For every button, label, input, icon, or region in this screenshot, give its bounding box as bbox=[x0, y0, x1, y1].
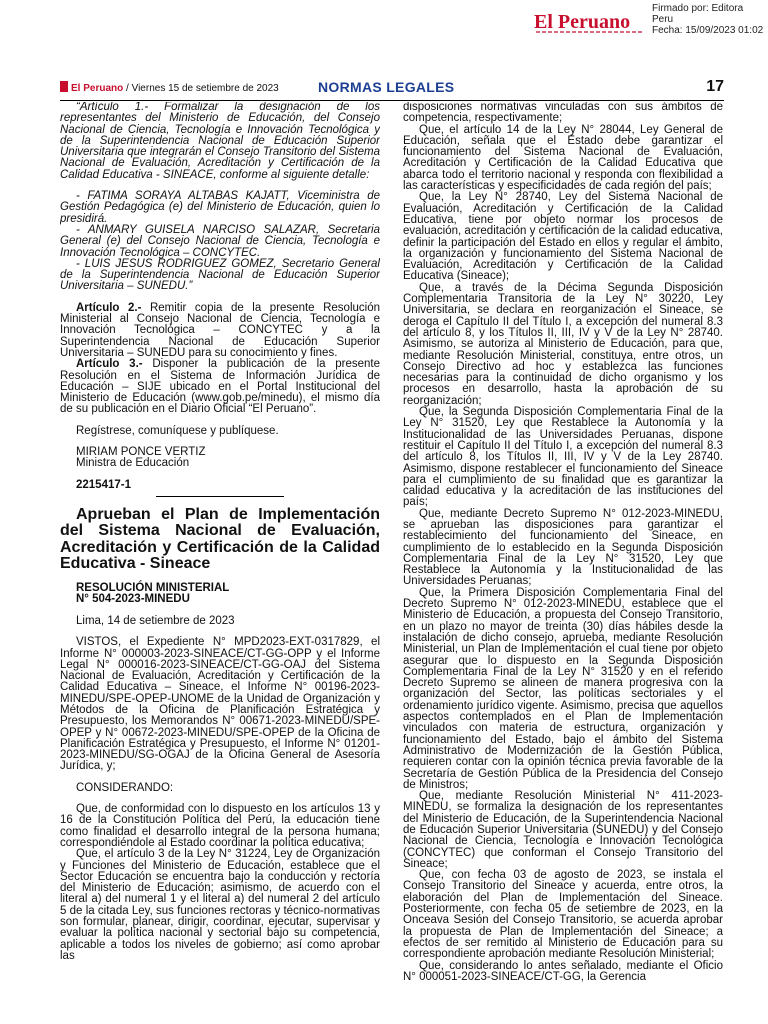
article-3-label: Artículo 3.- bbox=[76, 358, 143, 371]
member-1: - FATIMA SORAYA ALTABAS KAJATT, Viceministra de Gestión Pedagógica (e) del Ministerio de Educación, quien lo presidirá. bbox=[60, 190, 380, 225]
right-column bbox=[403, 102, 723, 1020]
resolution-number: N° 504-2023-MINEDU bbox=[76, 593, 190, 606]
article-2-text: Remitir copia de la presente Resolución Ministerial al Consejo Nacional de Ciencia, Tecnología e Innovación Tecnológica – CONCYTEC y a la Superintendencia Nacional de Educación Superior Universitaria – SUNEDU para su conocimiento y fines. bbox=[60, 301, 380, 359]
considerando-1: Que, de conformidad con lo dispuesto en los artículos 13 y 16 de la Constitución Política del Perú, la educación tiene como finalidad el desarrollo integral de la persona humana; correspondiéndole al Estado coordinar la política educativa; bbox=[60, 803, 380, 849]
right-para-3: Que, a través de la Décima Segunda Disposición Complementaria Transitoria de la Ley N° 30220, Ley Universitaria, se declara en reorganización el Sineace, se deroga el Capítulo II del Título I, a excepción del numeral 8.3 del artículo 8, y los Títulos II, III, IV y V de la Ley N° 28740. Asimismo, se autoriza al Ministerio de Educación, para que, mediante Resolución Ministerial, constituya, entre otros, un Consejo Directivo ad hoc y establezca las funciones necesarias para la continuidad de dicho organismo y los procesos en desarrollo, hasta la aprobación de su reorganización; bbox=[403, 281, 723, 407]
header-brand: El Peruano bbox=[71, 83, 124, 94]
signer-name: MIRIAM PONCE VERTIZ bbox=[76, 446, 206, 459]
header-publication bbox=[60, 81, 279, 94]
flag-icon bbox=[60, 81, 68, 92]
page-header bbox=[60, 78, 724, 100]
signer-title: Ministra de Educación bbox=[76, 457, 190, 470]
right-para-0: disposiciones normativas vinculadas con sus ámbitos de competencia, respectivamente; bbox=[403, 102, 723, 125]
document-number: 2215417-1 bbox=[76, 478, 131, 491]
place-date: Lima, 14 de setiembre de 2023 bbox=[76, 614, 235, 627]
digital-signature-block bbox=[652, 3, 763, 36]
header-date: / Viernes 15 de setiembre de 2023 bbox=[126, 83, 279, 94]
article-3-text: Disponer la publicación de la presente Resolución en el Sistema de Información Jurídica de Educación – SIJE ubicado en el Portal Institucional del Ministerio de Educación (www.gob.pe/minedu), el mismo día de su publicación en el Diario Oficial “El Peruano”. bbox=[60, 358, 380, 416]
resolution-heading: RESOLUCIÓN MINISTERIAL bbox=[76, 581, 230, 594]
registrese-text: Regístrese, comuníquese y publíquese. bbox=[76, 424, 279, 437]
article-2 bbox=[60, 303, 380, 359]
el-peruano-logo-text: El Peruano bbox=[534, 11, 631, 33]
vistos-paragraph: VISTOS, el Expediente N° MPD2023-EXT-0317829, el Informe N° 000003-2023-SINEACE/CT-GG-OPP y el Informe Legal N° 000016-2023-SINEACE/CT-GG-OAJ del Sistema Nacional de Evaluación, Acreditación y Certificación de la Calidad Educativa – Sineace, el Informe N° 00196-2023-MINEDU/SPE-OPEP-UNOME de la Unidad de Organización y Métodos de la Oficina de Planificación Estratégica y Presupuesto, los Memorandos N° 00671-2023-MINEDU/SPE-OPEP y N° 00672-2023-MINEDU/SPE-OPEP de la Oficina de Planificación Estratégica y Presupuesto, el Informe N° 01201-2023-MINEDU/SG-OGAJ de la Oficina General de Asesoría Jurídica, y; bbox=[60, 636, 380, 773]
right-para-6: Que, la Primera Disposición Complementaria Final del Decreto Supremo N° 012-2023-MINEDU, establece que el Ministerio de Educación, a propuesta del Consejo Transitorio, en un plazo no mayor de treinta (30) días hábiles desde la instalación de dicho consejo, aprueba, mediante Resolución Ministerial, un Plan de Implementación el cual tiene por objeto asegurar que lo dispuesto en la Segunda Disposición Complementaria Final de la Ley N° 31520 y en el referido Decreto Supremo se alineen de manera progresiva con la organización del Sector, las políticas sectoriales y el ordenamiento jurídico vigente. Asimismo, precisa que aquellos aspectos contemplados en el Plan de Implementación vinculados con materia de estructura, organización y funcionamiento del Estado, bajo el ámbito del Sistema Administrativo de Modernización de la Gestión Pública, requieren contar con la opinión técnica previa favorable de la Secretaría de Gestión Pública de la Presidencia del Consejo de Ministros; bbox=[403, 586, 723, 791]
page-number: 17 bbox=[706, 78, 724, 95]
right-para-9: Que, considerando lo antes señalado, mediante el Oficio N° 000051-2023-SINEACE/CT-GG, la Gerencia bbox=[403, 959, 723, 983]
norm-title: Aprueban el Plan de Implementación del Sistema Nacional de Evaluación, Acreditación y Certificación de la Calidad Educativa - Sineace bbox=[60, 505, 380, 573]
right-para-5: Que, mediante Decreto Supremo N° 012-2023-MINEDU, se aprueban las disposiciones para garantizar el restablecimiento del funcionamiento del Sineace, en cumplimiento de lo establecido en la Segunda Disposición Complementaria Final de la Ley N° 31520, Ley que Restablece la Autonomía y la Institucionalidad de las Universidades Peruanas; bbox=[403, 507, 723, 588]
right-para-8: Que, con fecha 03 de agosto de 2023, se instala el Consejo Transitorio del Sineace y acuerda, entre otros, la elaboración del Plan de Implementación del Sineace. Posteriormente, con fecha 05 de setiembre de 2023, en la Onceava Sesión del Consejo Transitorio, se acuerda aprobar la propuesta de Plan de Implementación del Sineace; a efectos de ser remitido al Ministerio de Educación para su correspondiente aprobación mediante Resolución Ministerial; bbox=[403, 869, 723, 961]
header-rule bbox=[60, 100, 724, 101]
considerando-heading: CONSIDERANDO: bbox=[76, 781, 174, 794]
right-para-7: Que, mediante Resolución Ministerial N° 411-2023-MINEDU, se formaliza la designación de los representantes del Ministerio de Educación, de la Superintendencia Nacional de Educación Superior Universitaria (SUNEDU) y del Consejo Nacional de Ciencia, Tecnología e Innovación Tecnológica (CONCYTEC) que conforman el Consejo Transitorio del Sineace; bbox=[403, 790, 723, 870]
signature-line-3: Fecha: 15/09/2023 01:02 bbox=[652, 25, 764, 36]
considerando-2: Que, el artículo 3 de la Ley N° 31224, Ley de Organización y Funciones del Ministerio de Educación, establece que el Sector Educación se encuentra bajo la conducción y rectoría del Ministerio de Educación; asimismo, de acuerdo con el literal a) del numeral 1 y el literal a) del numeral 2 del artículo 5 de la citada Ley, sus funciones rectoras y técnico-normativas son formular, planear, dirigir, coordinar, ejecutar, supervisar y evaluar la política nacional y sectorial bajo su competencia, aplicable a todos los niveles de gobierno; así como aprobar las bbox=[60, 848, 380, 962]
article-3 bbox=[60, 359, 380, 415]
member-2: - ANMARY GUISELA NARCISO SALAZAR, Secretaria General (e) del Consejo Nacional de Ciencia, Tecnología e Innovación Tecnológica – CONCYTEC. bbox=[60, 223, 380, 259]
signature-line-1: Firmado por: Editora bbox=[652, 3, 744, 14]
header-section-title: NORMAS LEGALES bbox=[318, 79, 455, 95]
signature-line-2: Peru bbox=[652, 14, 674, 25]
member-3: - LUIS JESUS RODRIGUEZ GOMEZ, Secretario General de la Superintendencia Nacional de Educación Superior Universitaria – SUNEDU.” bbox=[60, 257, 380, 293]
right-para-1: Que, el artículo 14 de la Ley N° 28044, Ley General de Educación, señala que el Estado debe garantizar el funcionamiento del Sistema Nacional de Evaluación, Acreditación y Certificación de la Calidad Educativa que abarca todo el territorio nacional y responda con flexibilidad a las características y especificidades de cada región del país; bbox=[403, 123, 723, 193]
right-para-4: Que, la Segunda Disposición Complementaria Final de la Ley N° 31520, Ley que Restablece la Autonomía y la Institucionalidad de las Universidades Peruanas, dispone restituir el Capítulo II del Título I, a excepción del numeral 8.3 del artículo 8, los Títulos II, III, IV y V de la Ley 28740. Asimismo, dispone restablecer el funcionamiento del Sineace para el cumplimiento de su finalidad que es garantizar la calidad educativa y la acreditación de las instituciones del país; bbox=[403, 406, 723, 509]
left-column bbox=[60, 102, 380, 1020]
el-peruano-signature-logo bbox=[534, 8, 646, 34]
right-para-2: Que, la Ley N° 28740, Ley del Sistema Nacional de Evaluación, Acreditación y Certificación de la Calidad Educativa, tiene por objeto normar los procesos de evaluación, acreditación y certificación de la calidad educativa, definir la participación del Estado en ellos y regular el ámbito, la organización y funcionamiento del Sistema Nacional de Evaluación, Acreditación y Certificación de la Calidad Educativa (Sineace); bbox=[403, 191, 723, 283]
article-1-text: “Artículo 1.- Formalizar la designación de los representantes del Ministerio de Educación, del Consejo Nacional de Ciencia, Tecnología e Innovación Tecnológica y de la Superintendencia Nacional de Educación Superior Universitaria que integrarán el Consejo Transitorio del Sistema Nacional de Evaluación, Acreditación y Certificación de la Calidad Educativa - SINEACE, conforme al siguiente detalle: bbox=[60, 102, 380, 181]
article-2-label: Artículo 2.- bbox=[76, 301, 142, 314]
